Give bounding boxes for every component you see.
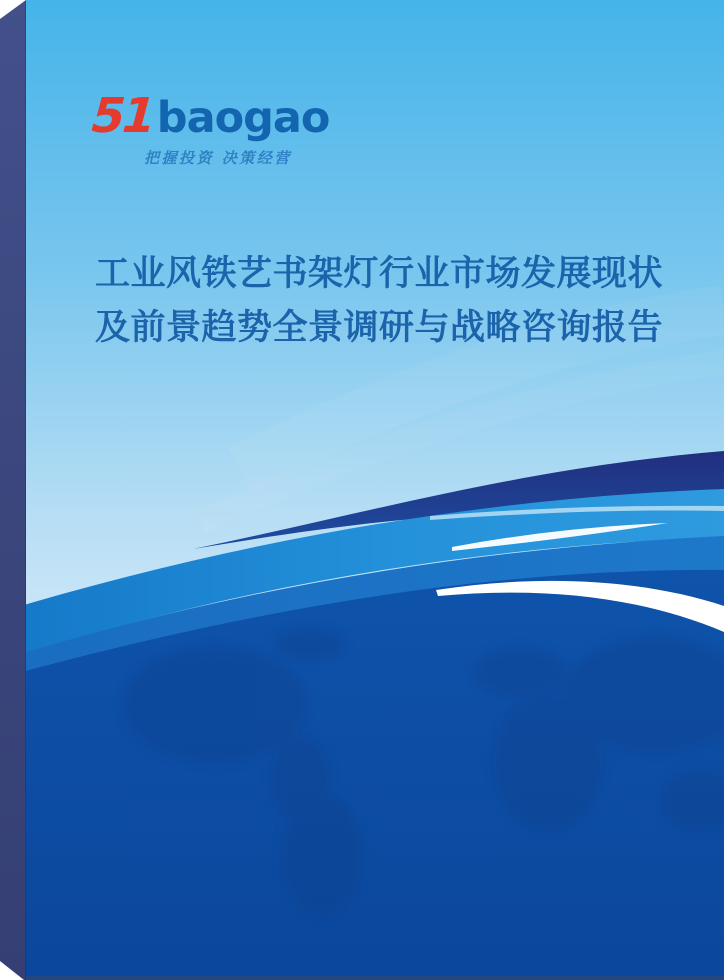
logo-tagline: 把握投资 决策经营 bbox=[144, 149, 292, 167]
report-title-line-1: 工业风铁艺书架灯行业市场发展现状 bbox=[95, 254, 664, 294]
brand-logo bbox=[90, 88, 330, 168]
brand-logo-wordmark bbox=[90, 88, 330, 144]
bottom-edge-line bbox=[0, 976, 724, 980]
report-title bbox=[95, 247, 675, 355]
logo-word-text: baogao bbox=[156, 93, 330, 143]
left-accent-bar bbox=[0, 0, 26, 980]
report-title-line-2: 及前景趋势全景调研与战略咨询报告 bbox=[95, 308, 664, 348]
logo-number-text: 51 bbox=[90, 88, 155, 144]
